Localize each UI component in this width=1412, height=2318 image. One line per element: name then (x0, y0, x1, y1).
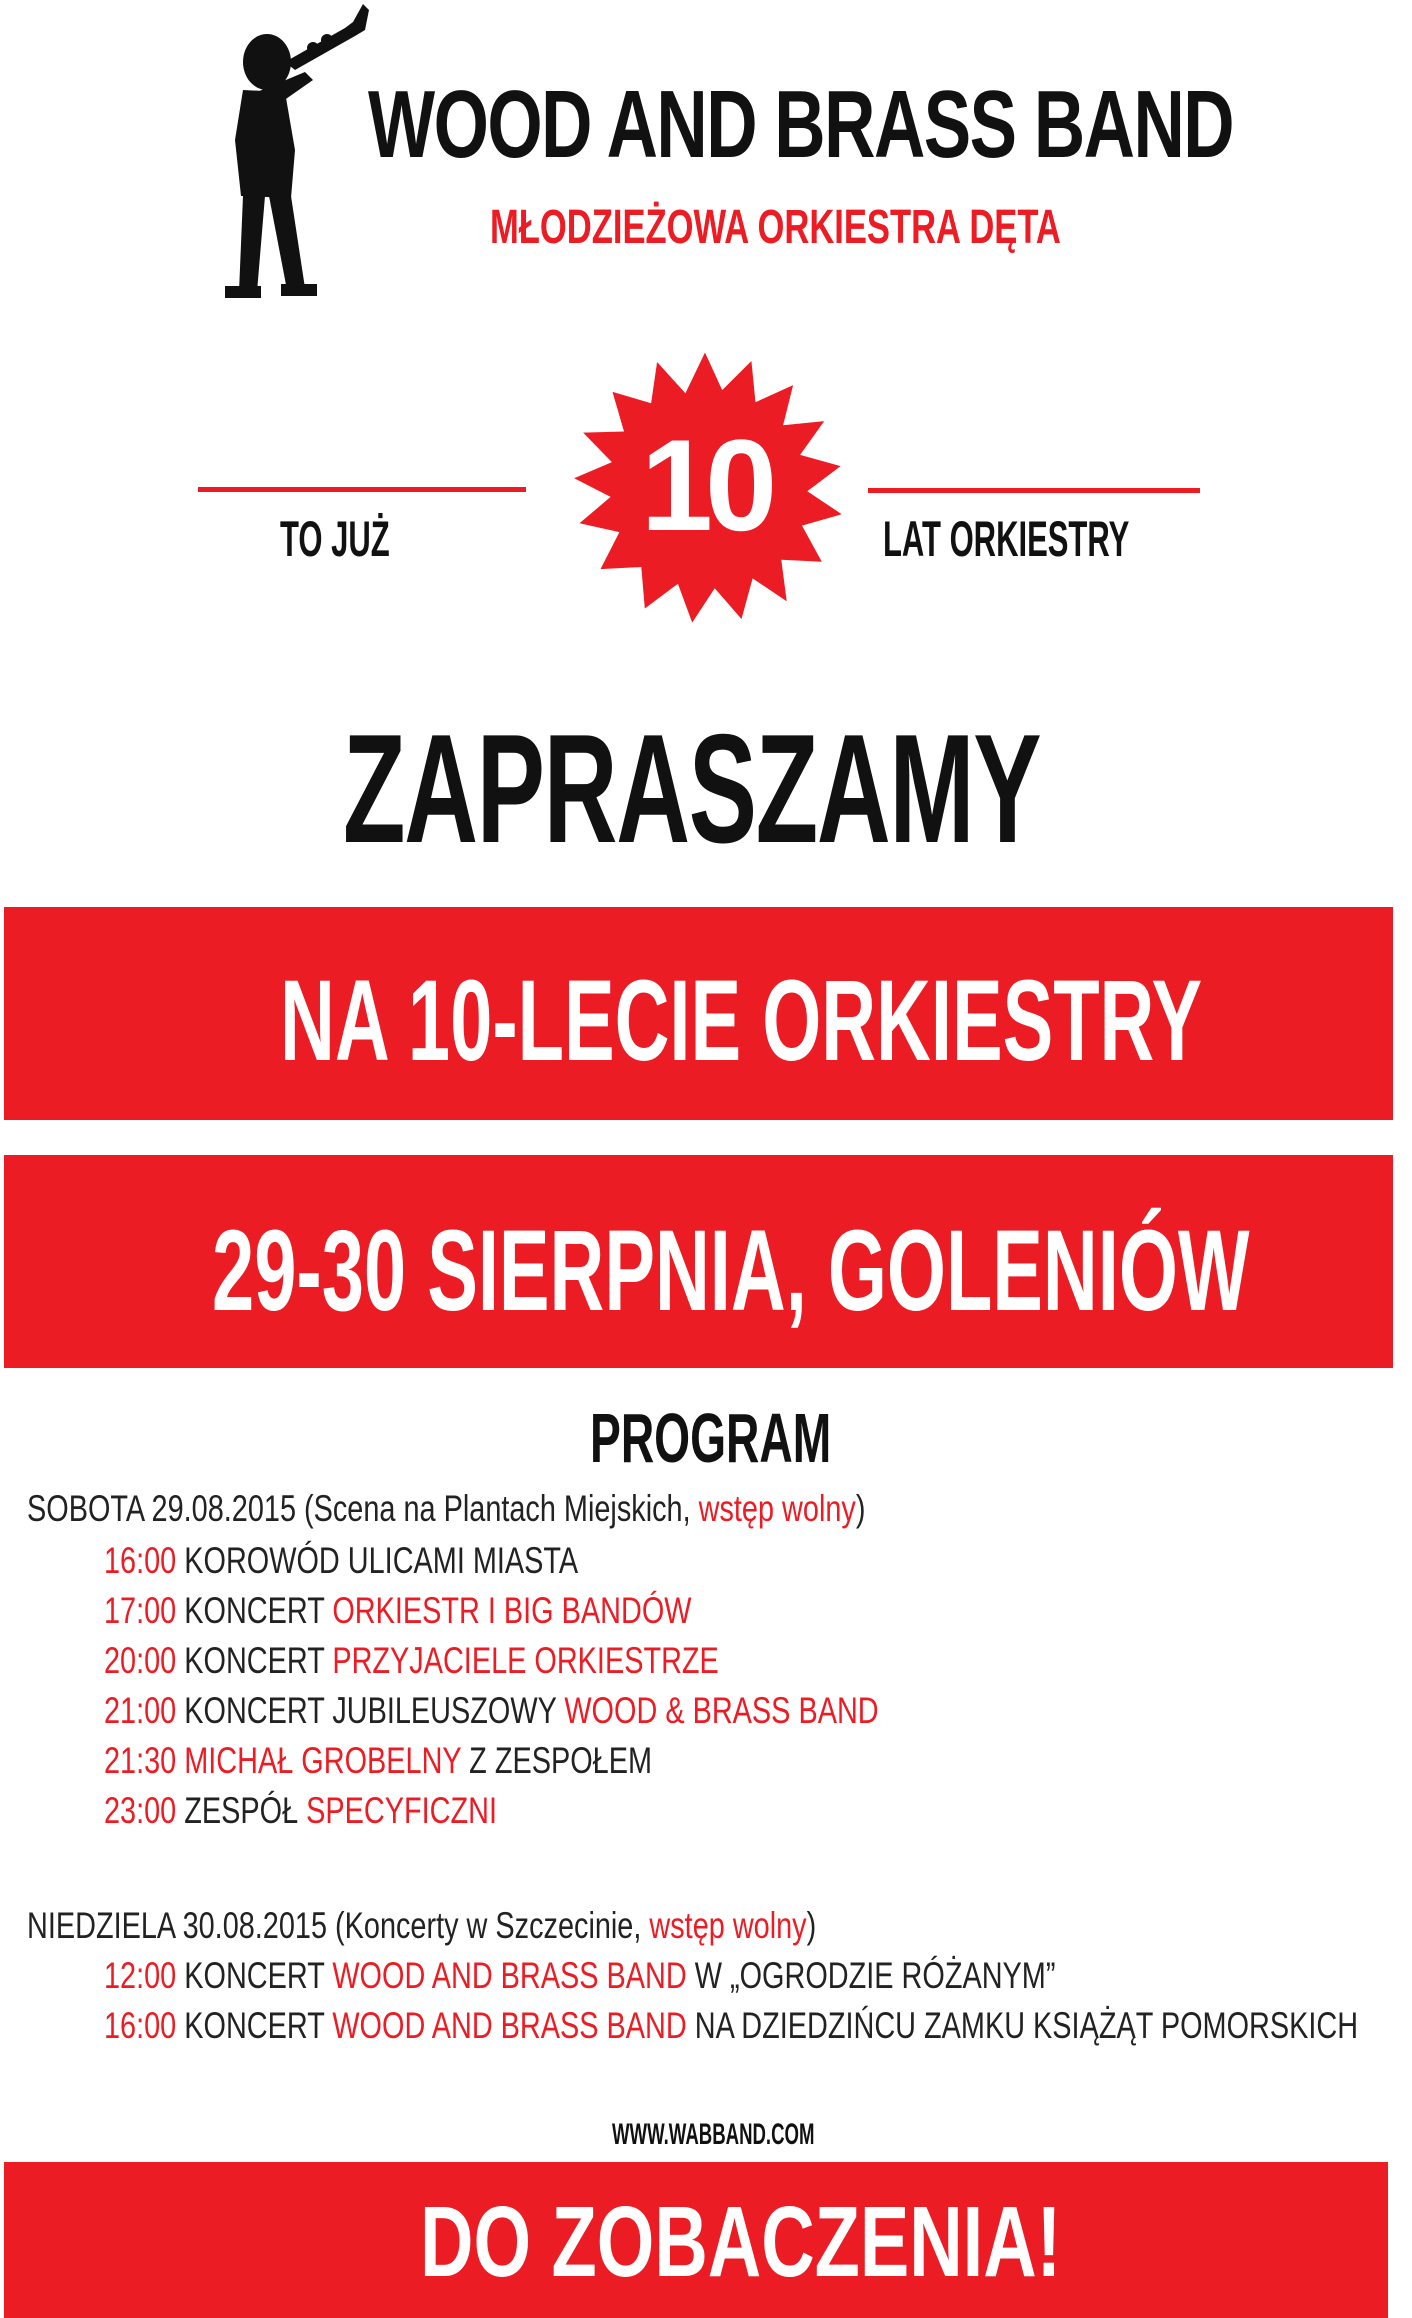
anniversary-right-text: LAT ORKIESTRY (883, 511, 1130, 567)
band-name: WOOD AND BRASS BAND (368, 71, 1234, 178)
headline-date-place: 29-30 SIERPNIA, GOLENIÓW (212, 1207, 1250, 1335)
anniversary-badge (555, 345, 855, 640)
trumpeter-silhouette-icon (195, 0, 370, 300)
schedule-item: 21:30 MICHAŁ GROBELNY Z ZESPOŁEM (104, 1740, 653, 1781)
program-title: PROGRAM (590, 1399, 832, 1477)
closing-text: DO ZOBACZENIA! (420, 2186, 1062, 2298)
schedule-item: 17:00 KONCERT ORKIESTR I BIG BANDÓW (104, 1590, 692, 1631)
saturday-heading: SOBOTA 29.08.2015 (Scena na Plantach Miejskich, wstęp wolny) (27, 1488, 866, 1529)
anniversary-number: 10 (640, 412, 770, 558)
schedule-item: 21:00 KONCERT JUBILEUSZOWY WOOD & BRASS BAND (104, 1690, 879, 1731)
schedule-item: 20:00 KONCERT PRZYJACIELE ORKIESTRZE (104, 1640, 719, 1681)
headline-anniversary: NA 10-LECIE ORKIESTRY (280, 957, 1203, 1085)
band-subtitle: MŁODZIEŻOWA ORKIESTRA DĘTA (490, 201, 1061, 254)
right-divider (868, 488, 1200, 493)
schedule-item: 16:00 KONCERT WOOD AND BRASS BAND NA DZIEDZIŃCU ZAMKU KSIĄŻĄT POMORSKICH (104, 2005, 1359, 2046)
schedule-item: 23:00 ZESPÓŁ SPECYFICZNI (104, 1790, 497, 1831)
invite-title: ZAPRASZAMY (343, 702, 1041, 875)
schedule-item: 12:00 KONCERT WOOD AND BRASS BAND W „OGRODZIE RÓŻANYM” (104, 1955, 1056, 1996)
sunday-heading: NIEDZIELA 30.08.2015 (Koncerty w Szczecinie, wstęp wolny) (27, 1905, 817, 1946)
schedule-item: 16:00 KOROWÓD ULICAMI MIASTA (104, 1540, 579, 1581)
left-divider (198, 487, 526, 492)
website-link[interactable]: WWW.WABBAND.COM (612, 2118, 815, 2151)
anniversary-left-text: TO JUŻ (280, 511, 390, 567)
